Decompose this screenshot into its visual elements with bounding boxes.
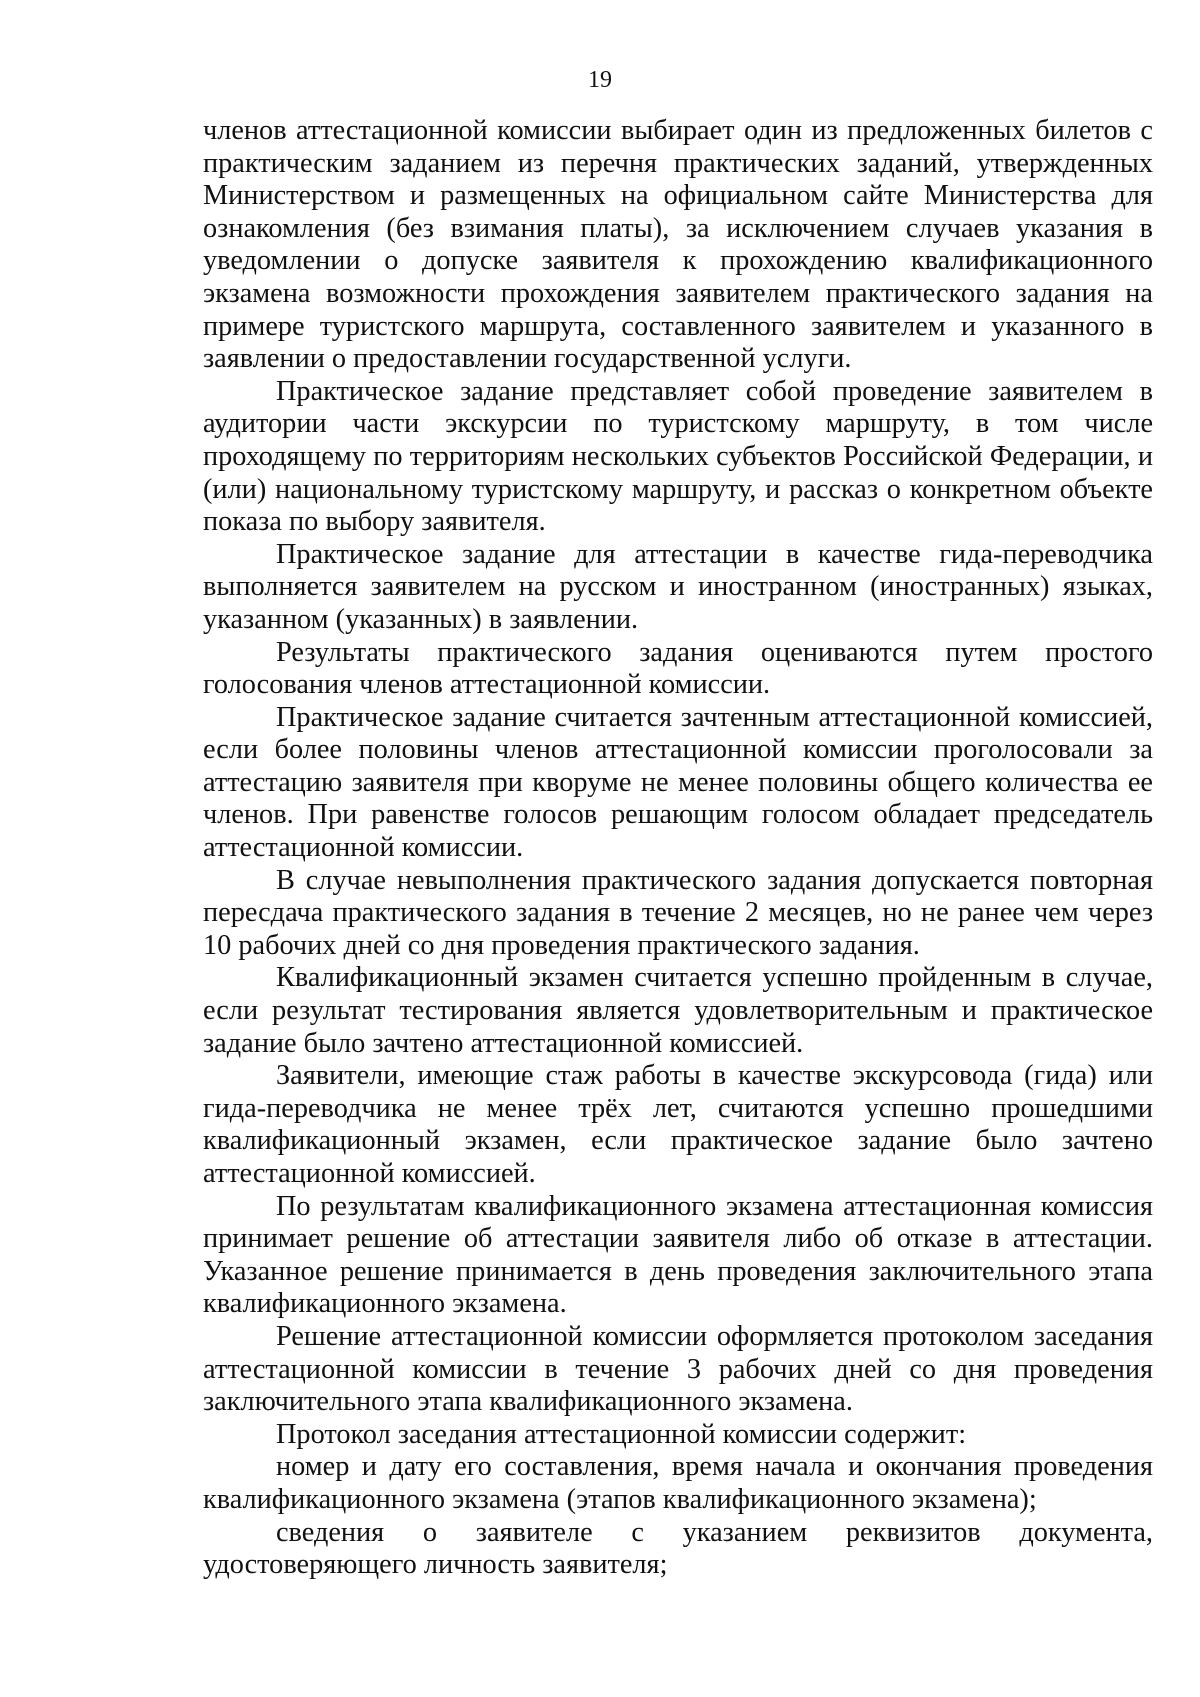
document-body [203,115,1153,1582]
paragraph-practical-task-description: Практическое задание представляет собой проведение заявителем в аудитории части экскурсии по туристскому маршруту, в том числе проходящему по территориям нескольких субъектов Российской Федерации, и (или) национальному туристскому маршруту, и рассказ о конкретном объекте показа по выбору заявителя. [203,375,1153,538]
paragraph-decision-protocol: Решение аттестационной комиссии оформляется протоколом заседания аттестационной комиссии в течение 3 рабочих дней со дня проведения заключительного этапа квалификационного экзамена. [203,1320,1153,1418]
paragraph-guide-interpreter-languages: Практическое задание для аттестации в качестве гида-переводчика выполняется заявителем на русском и иностранном (иностранных) языках, указанном (указанных) в заявлении. [203,538,1153,635]
paragraph-commission-decision: По результатам квалификационного экзамена аттестационная комиссия принимает решение об аттестации заявителя либо об отказе в аттестации. Указанное решение принимается в день проведения заключительного этапа квалификационного экзамена. [203,1190,1153,1320]
paragraph-experienced-applicants: Заявители, имеющие стаж работы в качестве экскурсовода (гида) или гида-переводчика не менее трёх лет, считаются успешно прошедшими квалификационный экзамен, если практическое задание было зачтено аттестационной комиссией. [203,1060,1153,1189]
page-number: 19 [588,67,612,93]
paragraph-protocol-contents: Протокол заседания аттестационной комиссии содержит: [276,1418,967,1450]
paragraph-continuation: членов аттестационной комиссии выбирает один из предложенных билетов с практическим заданием из перечня практических заданий, утвержденных Министерством и размещенных на официальном сайте Министерства для ознакомления (без взимания платы), за исключением случаев указания в уведомлении о допуске заявителя к прохождению квалификационного экзамена возможности прохождения заявителем практического задания на примере туристского маршрута, составленного заявителем и указанного в заявлении о предоставлении государственной услуги. [203,115,1153,375]
paragraph-task-credited: Практическое задание считается зачтенным аттестационной комиссией, если более половины членов аттестационной комиссии проголосовали за аттестацию заявителя при кворуме не менее половины общего количества ее членов. При равенстве голосов решающим голосом обладает председатель аттестационной комиссии. [203,701,1153,864]
paragraph-protocol-item-applicant: сведения о заявителе с указанием реквизитов документа, удостоверяющего личность заявителя; [203,1516,1153,1581]
paragraph-results-voting: Результаты практического задания оцениваются путем простого голосования членов аттестационной комиссии. [203,636,1153,701]
paragraph-protocol-item-date: номер и дату его составления, время начала и окончания проведения квалификационного экзамена (этапов квалификационного экзамена); [203,1451,1153,1515]
paragraph-exam-passed: Квалификационный экзамен считается успешно пройденным в случае, если результат тестирования является удовлетворительным и практическое задание было зачтено аттестационной комиссией. [203,962,1153,1059]
paragraph-retake: В случае невыполнения практического задания допускается повторная пересдача практического задания в течение 2 месяцев, но не ранее чем через 10 рабочих дней со дня проведения практического задания. [203,864,1153,961]
